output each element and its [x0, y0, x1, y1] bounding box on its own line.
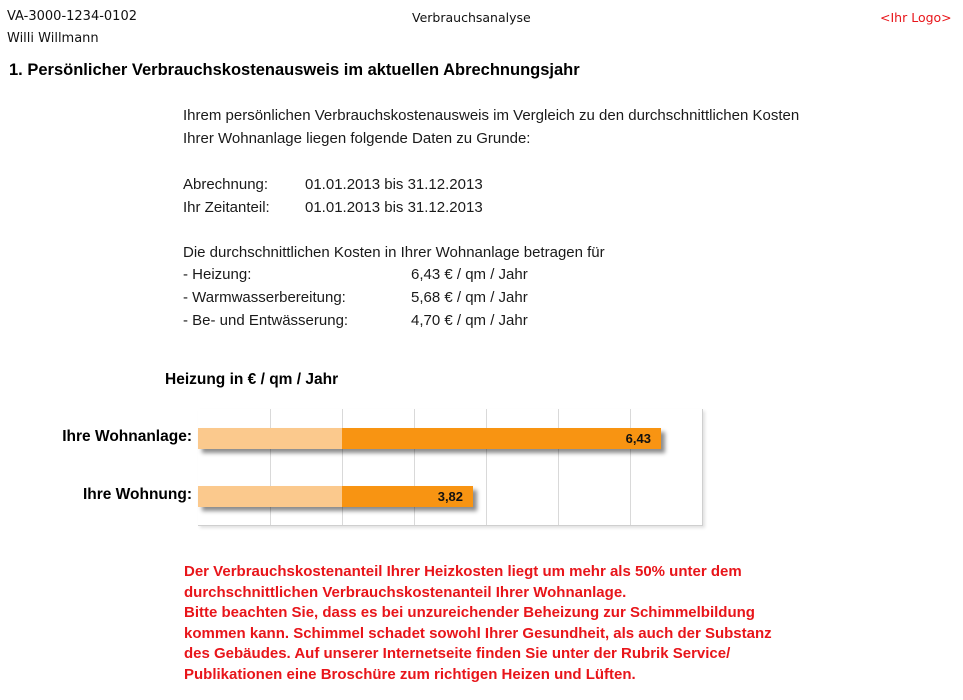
chart-plot-area: [198, 409, 703, 526]
intro-line-2: Ihrer Wohnanlage liegen folgende Daten zu Grunde:: [183, 130, 531, 147]
warning-line: des Gebäudes. Auf unserer Internetseite finden Sie unter der Rubrik Service/: [184, 645, 731, 663]
chart-data-label: 3,82: [437, 489, 464, 504]
cost-value-heating: 6,43 € / qm / Jahr: [411, 266, 528, 283]
chart-gridline: [558, 409, 559, 525]
document-title: Verbrauchsanalyse: [412, 10, 531, 25]
customer-name: Willi Willmann: [7, 31, 99, 46]
chart-gridline: [270, 409, 271, 525]
chart-bar-light-segment: [198, 428, 342, 449]
chart-bar-dark-segment: [342, 428, 661, 449]
warning-line: Bitte beachten Sie, dass es bei unzureichender Beheizung zur Schimmelbildung: [184, 604, 755, 622]
cost-label-drainage: - Be- und Entwässerung:: [183, 312, 349, 329]
chart-gridline: [486, 409, 487, 525]
chart-category-label: Ihre Wohnanlage:: [62, 428, 192, 445]
period-value-billing: 01.01.2013 bis 31.12.2013: [305, 176, 483, 193]
chart-title: Heizung in € / qm / Jahr: [165, 371, 339, 388]
period-label-share: Ihr Zeitanteil:: [183, 199, 270, 216]
warning-line: Publikationen eine Broschüre zum richtigen Heizen und Lüften.: [184, 665, 636, 683]
cost-label-heating: - Heizung:: [183, 266, 252, 283]
warning-line: Der Verbrauchskostenanteil Ihrer Heizkosten liegt um mehr als 50% unter dem: [184, 563, 742, 580]
chart-gridline: [630, 409, 631, 525]
chart-gridline: [342, 409, 343, 525]
contract-number: VA-3000-1234-0102: [7, 9, 137, 24]
period-label-billing: Abrechnung:: [183, 176, 269, 193]
warning-text: [184, 562, 884, 686]
section-title: 1. Persönlicher Verbrauchskostenausweis im aktuellen Abrechnungsjahr: [9, 61, 580, 79]
cost-value-hot-water: 5,68 € / qm / Jahr: [411, 289, 528, 306]
chart-bar-light-segment: [198, 486, 342, 507]
period-value-share: 01.01.2013 bis 31.12.2013: [305, 199, 483, 216]
chart-data-label: 6,43: [625, 431, 651, 446]
cost-label-hot-water: - Warmwasserbereitung:: [183, 289, 346, 306]
warning-line: durchschnittlichen Verbrauchskostenanteil Ihrer Wohnanlage.: [184, 583, 627, 601]
chart-gridline: [414, 409, 415, 525]
warning-line: kommen kann. Schimmel schadet sowohl Ihrer Gesundheit, als auch der Substanz: [184, 624, 772, 642]
chart-bar: [198, 486, 473, 507]
intro-line-1: Ihrem persönlichen Verbrauchskostenausweis im Vergleich zu den durchschnittlichen Kosten: [183, 107, 800, 124]
chart-category-label: Ihre Wohnung:: [82, 486, 192, 503]
costs-heading: Die durchschnittlichen Kosten in Ihrer Wohnanlage betragen für: [183, 244, 605, 261]
chart-bar: [198, 428, 661, 449]
cost-value-drainage: 4,70 € / qm / Jahr: [411, 312, 528, 329]
logo-placeholder: <Ihr Logo>: [880, 10, 952, 25]
